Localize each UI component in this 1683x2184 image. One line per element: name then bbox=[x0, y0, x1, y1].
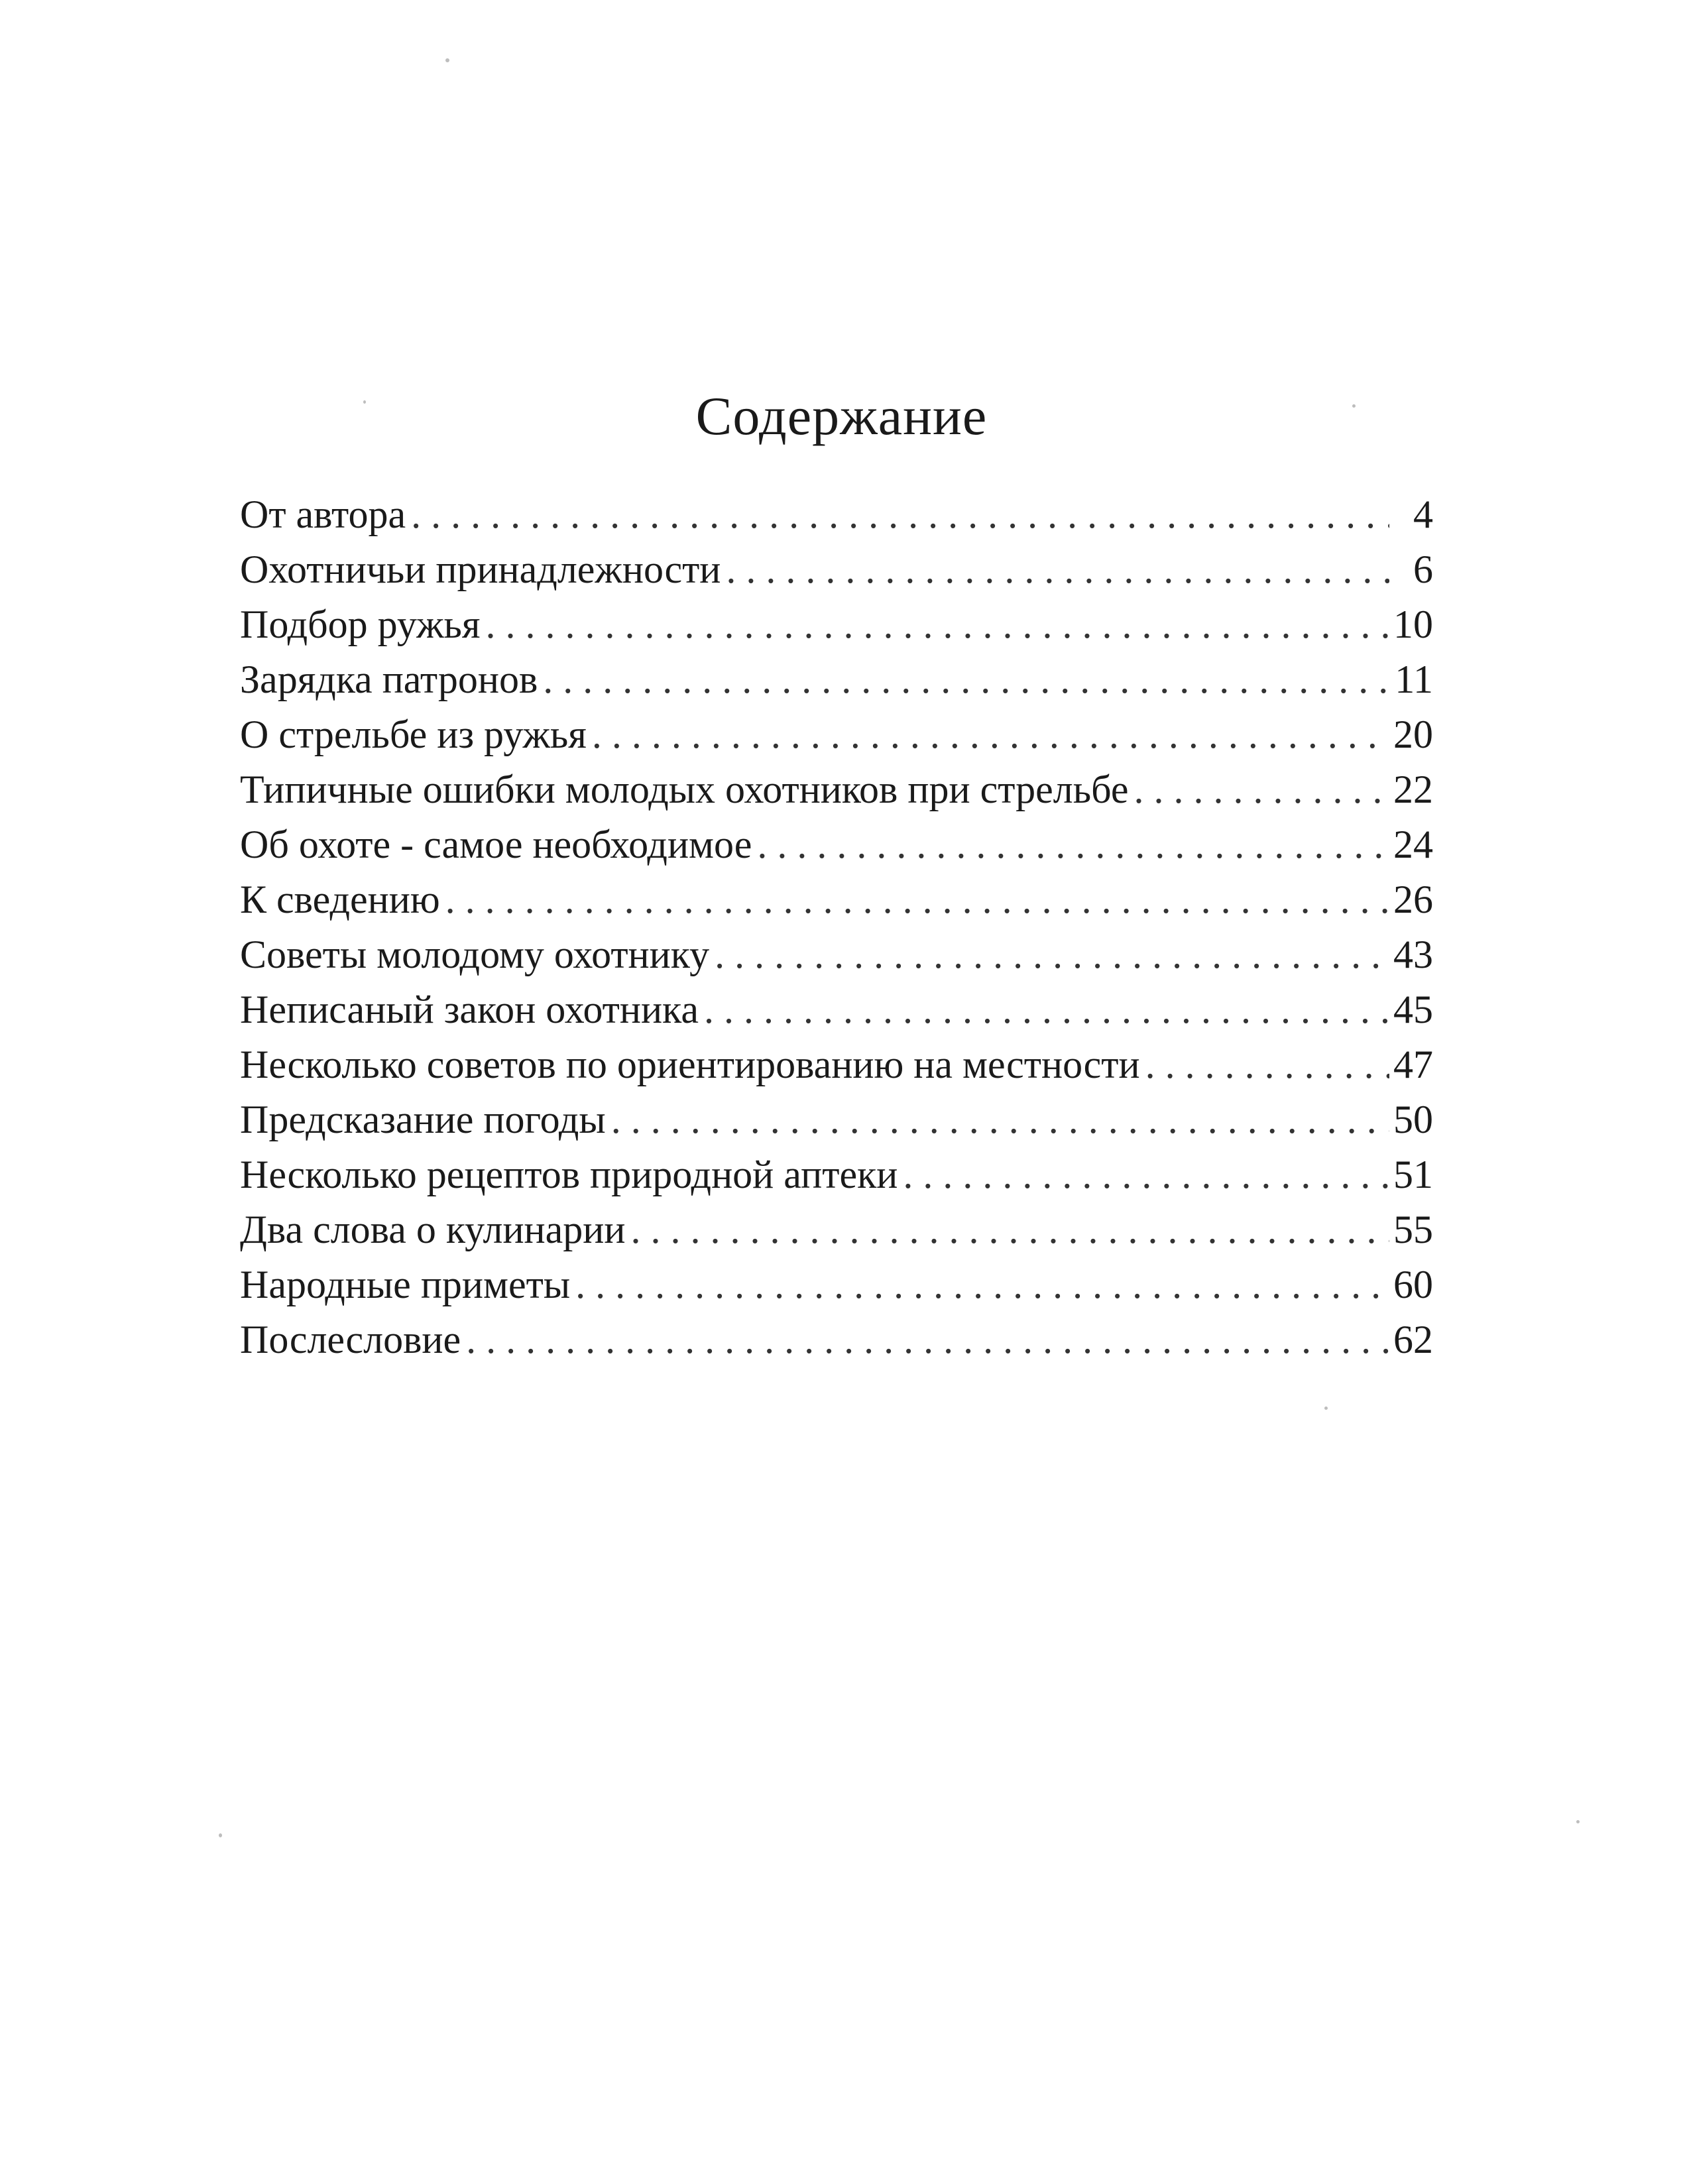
toc-entry-title: Типичные ошибки молодых охотников при стрельбе bbox=[240, 768, 1129, 811]
toc-entry-title: Несколько рецептов природной аптеки bbox=[240, 1153, 898, 1196]
toc-page-number: 4 bbox=[1413, 492, 1433, 536]
dot-leader bbox=[486, 597, 1390, 652]
toc-page-number: 26 bbox=[1393, 878, 1433, 921]
toc-entry bbox=[240, 542, 1433, 597]
toc-page-number: 22 bbox=[1393, 768, 1433, 811]
toc-page-number: 47 bbox=[1393, 1043, 1433, 1086]
dot-leader bbox=[592, 707, 1389, 762]
dot-leader bbox=[445, 872, 1389, 927]
toc-entry bbox=[240, 707, 1433, 762]
toc-entry bbox=[240, 597, 1433, 652]
scan-speck bbox=[219, 1833, 222, 1837]
dot-leader bbox=[543, 652, 1389, 707]
toc-entry-title: Послесловие bbox=[240, 1318, 461, 1361]
page-title: Содержание bbox=[695, 386, 988, 446]
toc-page-number: 20 bbox=[1393, 713, 1433, 756]
toc-entry bbox=[240, 762, 1433, 817]
dot-leader bbox=[715, 927, 1389, 982]
scan-speck bbox=[1324, 1407, 1328, 1410]
toc-page-number: 60 bbox=[1393, 1263, 1433, 1306]
toc-page-number: 62 bbox=[1393, 1318, 1433, 1361]
toc-entry-title: Советы молодому охотнику bbox=[240, 933, 710, 976]
dot-leader bbox=[575, 1257, 1389, 1312]
toc-entry bbox=[240, 1257, 1433, 1312]
toc-entry-title: От автора bbox=[240, 492, 406, 536]
toc-entry bbox=[240, 1037, 1433, 1092]
toc-page-number: 55 bbox=[1393, 1208, 1433, 1251]
toc-entry-title: Зарядка патронов bbox=[240, 658, 538, 701]
scan-speck bbox=[445, 58, 449, 62]
toc-entry-title: Охотничьи принадлежности bbox=[240, 547, 721, 591]
toc-entry-title: Несколько советов по ориентированию на местности bbox=[240, 1043, 1140, 1086]
toc-entry-title: Народные приметы bbox=[240, 1263, 571, 1306]
toc-entry-title: К сведению bbox=[240, 878, 440, 921]
toc-page-number: 43 bbox=[1393, 933, 1433, 976]
toc-page-number: 45 bbox=[1393, 988, 1433, 1031]
toc-entry bbox=[240, 1312, 1433, 1367]
dot-leader bbox=[611, 1092, 1389, 1147]
toc-page-number: 11 bbox=[1395, 658, 1433, 701]
toc-entry bbox=[240, 1202, 1433, 1257]
toc-entry bbox=[240, 982, 1433, 1037]
dot-leader bbox=[903, 1147, 1389, 1202]
toc-entry-title: Подбор ружья bbox=[240, 603, 481, 646]
dot-leader bbox=[1133, 762, 1389, 817]
dot-leader bbox=[704, 982, 1389, 1037]
toc-page-number: 6 bbox=[1413, 547, 1433, 591]
toc-page-number: 51 bbox=[1393, 1153, 1433, 1196]
toc-entry-title: Об охоте - самое необходимое bbox=[240, 823, 752, 866]
toc-entry bbox=[240, 872, 1433, 927]
toc-entry bbox=[240, 652, 1433, 707]
dot-leader bbox=[411, 487, 1389, 542]
dot-leader bbox=[631, 1202, 1389, 1257]
dot-leader bbox=[757, 817, 1389, 872]
toc-entry-title: О стрельбе из ружья bbox=[240, 713, 587, 756]
toc-page-number: 50 bbox=[1393, 1098, 1433, 1141]
scan-speck bbox=[1576, 1820, 1580, 1823]
table-of-contents bbox=[240, 487, 1433, 1367]
toc-page-number: 10 bbox=[1393, 603, 1433, 646]
toc-page-number: 24 bbox=[1393, 823, 1433, 866]
dot-leader bbox=[466, 1312, 1389, 1367]
toc-entry-title: Предсказание погоды bbox=[240, 1098, 606, 1141]
toc-entry-title: Два слова о кулинарии bbox=[240, 1208, 626, 1251]
toc-entry-title: Неписаный закон охотника bbox=[240, 988, 699, 1031]
toc-entry bbox=[240, 1147, 1433, 1202]
dot-leader bbox=[1145, 1037, 1389, 1092]
dot-leader bbox=[726, 542, 1389, 597]
toc-entry bbox=[240, 927, 1433, 982]
toc-entry bbox=[240, 1092, 1433, 1147]
toc-entry bbox=[240, 817, 1433, 872]
toc-entry bbox=[240, 487, 1433, 542]
